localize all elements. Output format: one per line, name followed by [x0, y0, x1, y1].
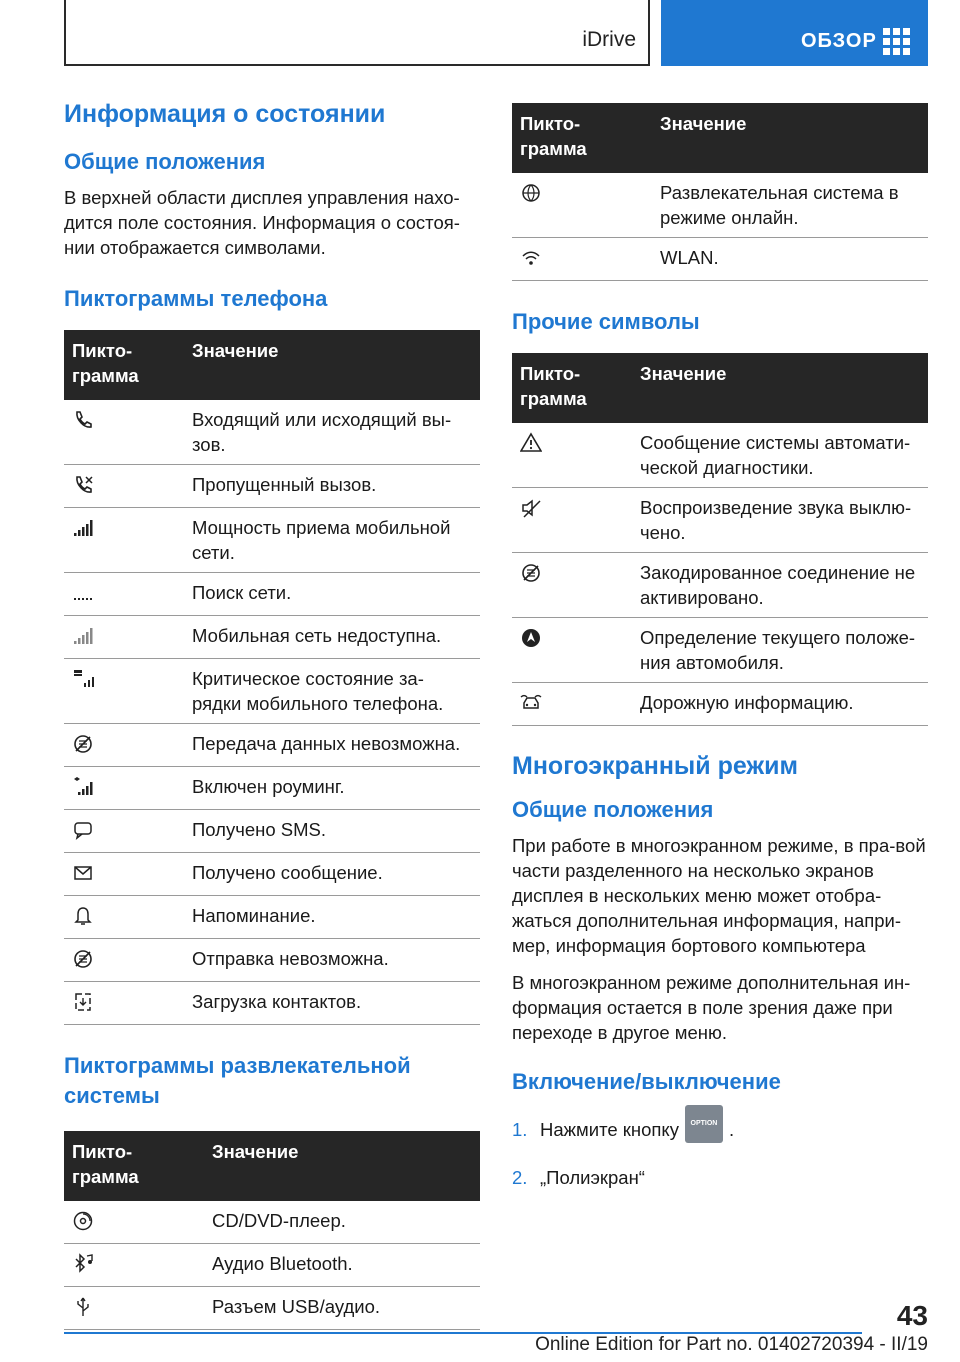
- multiscreen-paragraph-2: В многоэкранном режиме дополнительная ин-формация остается в поле зрения даже при переходе в другое меню.: [512, 972, 911, 1043]
- contacts-download-icon: [72, 991, 94, 1013]
- online-icon: [520, 182, 542, 204]
- meaning-cell: Мощность приема мобильной сети.: [184, 508, 480, 573]
- send-failed-icon: [72, 948, 94, 970]
- meaning-cell: Входящий или исходящий вы-зов.: [184, 400, 480, 465]
- bell-icon: [72, 905, 94, 927]
- icon-cell: [64, 508, 184, 573]
- section-title: Информация о состоянии: [64, 100, 386, 128]
- page-number: 43: [896, 1300, 928, 1331]
- option-button-icon: OPTION: [685, 1105, 723, 1143]
- signal-strength-icon: [72, 517, 94, 539]
- table-row: [64, 573, 480, 616]
- meaning-cell: Загрузка контактов.: [184, 982, 480, 1025]
- general-text: В верхней области дисплея управления нахо-дится поле состояния. Информация о состоя-нии отображается символами.: [64, 187, 460, 258]
- meaning-cell: Включен роуминг.: [184, 767, 480, 810]
- icon-cell: [64, 1201, 204, 1244]
- table-row: [64, 810, 480, 853]
- list-item: [512, 1117, 928, 1155]
- left-column: [64, 100, 480, 1356]
- icon-cell: [64, 1244, 204, 1287]
- table-head-icon: Пикто-грамма: [512, 353, 632, 423]
- mute-icon: [520, 497, 542, 519]
- low-battery-icon: [72, 668, 94, 690]
- entertainment-icons-table-cont: [512, 103, 928, 281]
- header-section-tab[interactable]: [661, 0, 928, 66]
- icon-cell: [64, 853, 184, 896]
- step-text: Нажмите кнопку: [540, 1119, 679, 1140]
- table-row: [512, 238, 928, 281]
- table-row: [64, 616, 480, 659]
- meaning-cell: Получено SMS.: [184, 810, 480, 853]
- cd-icon: [72, 1210, 94, 1232]
- icon-cell: [512, 618, 632, 683]
- page-header: [64, 0, 928, 66]
- icon-cell: [64, 810, 184, 853]
- icon-cell: [512, 488, 632, 553]
- icon-cell: [64, 982, 184, 1025]
- icon-cell: [64, 573, 184, 616]
- table-head-icon: Пикто-грамма: [512, 103, 652, 173]
- general-heading: Общие положения: [64, 149, 266, 174]
- onoff-heading: Включение/выключение: [512, 1069, 781, 1094]
- meaning-cell: Разъем USB/аудио.: [204, 1287, 480, 1330]
- footer-edition: Online Edition for Part no. 01402720394 - II/19: [535, 1334, 928, 1355]
- step-number: 1.: [512, 1119, 528, 1140]
- table-row: [64, 1201, 480, 1244]
- phone-call-icon: [72, 409, 94, 431]
- other-symbols-heading: Прочие символы: [512, 309, 700, 334]
- meaning-cell: Развлекательная система в режиме онлайн.: [652, 173, 928, 238]
- meaning-cell: Мобильная сеть недоступна.: [184, 616, 480, 659]
- right-column: [512, 103, 928, 1200]
- icon-cell: [64, 659, 184, 724]
- icon-cell: [512, 238, 652, 281]
- icon-cell: [512, 553, 632, 618]
- header-section-label: ОБЗОР: [801, 30, 877, 52]
- table-row: [512, 488, 928, 553]
- multiscreen-paragraph-1: При работе в многоэкранном режиме, в пра-вой части разделенного на несколько экранов дисплея в нескольких меню может отобра-жаться дополнительная информация, напри-мер, информация бортового компьютера: [512, 835, 926, 956]
- icon-cell: [64, 724, 184, 767]
- meaning-cell: CD/DVD-плеер.: [204, 1201, 480, 1244]
- meaning-cell: Поиск сети.: [184, 573, 480, 616]
- encryption-off-icon: [520, 562, 542, 584]
- table-head-meaning: Значение: [632, 353, 928, 423]
- meaning-cell: WLAN.: [652, 238, 928, 281]
- table-row: [64, 400, 480, 465]
- warning-icon: [520, 432, 542, 454]
- meaning-cell: Воспроизведение звука выклю-чено.: [632, 488, 928, 553]
- traffic-info-icon: [520, 692, 542, 714]
- table-row: [512, 423, 928, 488]
- network-search-icon: [72, 582, 94, 604]
- step-text: „Полиэкран“: [540, 1167, 645, 1188]
- icon-cell: [512, 423, 632, 488]
- table-head-meaning: Значение: [184, 330, 480, 400]
- meaning-cell: Сообщение системы автомати-ческой диагностики.: [632, 423, 928, 488]
- meaning-cell: Получено сообщение.: [184, 853, 480, 896]
- icon-cell: [64, 1287, 204, 1330]
- header-idrive-label: iDrive: [582, 28, 636, 51]
- step-number: 2.: [512, 1167, 528, 1188]
- icon-cell: [64, 465, 184, 508]
- meaning-cell: Напоминание.: [184, 896, 480, 939]
- table-row: [512, 173, 928, 238]
- no-data-icon: [72, 733, 94, 755]
- icon-cell: [64, 400, 184, 465]
- sms-icon: [72, 819, 94, 841]
- usb-icon: [72, 1296, 94, 1318]
- step-text-after: .: [728, 1119, 735, 1140]
- roaming-icon: [72, 776, 94, 798]
- other-symbols-table: [512, 353, 928, 726]
- table-row: [64, 659, 480, 724]
- table-head-meaning: Значение: [652, 103, 928, 173]
- icon-cell: [64, 767, 184, 810]
- grid-menu-icon: [883, 28, 911, 56]
- icon-cell: [64, 896, 184, 939]
- table-head-icon: Пикто-грамма: [64, 1131, 204, 1201]
- entertainment-icons-table: [64, 1131, 480, 1330]
- table-row: [64, 982, 480, 1025]
- icon-cell: [64, 939, 184, 982]
- bluetooth-audio-icon: [72, 1253, 94, 1275]
- table-row: [64, 767, 480, 810]
- table-row: [64, 853, 480, 896]
- table-head-meaning: Значение: [204, 1131, 480, 1201]
- table-row: [64, 724, 480, 767]
- icon-cell: [512, 683, 632, 726]
- meaning-cell: Аудио Bluetooth.: [204, 1244, 480, 1287]
- meaning-cell: Критическое состояние за-рядки мобильного телефона.: [184, 659, 480, 724]
- steps-list: [512, 1117, 928, 1190]
- phone-heading: Пиктограммы телефона: [64, 286, 328, 311]
- location-icon: [520, 627, 542, 649]
- missed-call-icon: [72, 474, 94, 496]
- meaning-cell: Пропущенный вызов.: [184, 465, 480, 508]
- entertainment-heading: Пиктограммы развлекательной системы: [64, 1053, 411, 1108]
- icon-cell: [512, 173, 652, 238]
- wlan-icon: [520, 247, 542, 269]
- table-row: [64, 896, 480, 939]
- table-row: [64, 465, 480, 508]
- table-row: [64, 939, 480, 982]
- table-row: [512, 553, 928, 618]
- meaning-cell: Отправка невозможна.: [184, 939, 480, 982]
- icon-cell: [64, 616, 184, 659]
- table-row: [512, 618, 928, 683]
- header-idrive-box: [64, 0, 650, 66]
- table-row: [512, 683, 928, 726]
- table-row: [64, 1287, 480, 1330]
- meaning-cell: Определение текущего положе-ния автомобиля.: [632, 618, 928, 683]
- meaning-cell: Закодированное соединение не активировано.: [632, 553, 928, 618]
- table-row: [64, 1244, 480, 1287]
- no-network-icon: [72, 625, 94, 647]
- meaning-cell: Дорожную информацию.: [632, 683, 928, 726]
- multiscreen-general-heading: Общие положения: [512, 797, 714, 822]
- message-icon: [72, 862, 94, 884]
- phone-icons-table: [64, 330, 480, 1025]
- meaning-cell: Передача данных невозможна.: [184, 724, 480, 767]
- multiscreen-title: Многоэкранный режим: [512, 752, 799, 780]
- list-item: [512, 1165, 928, 1190]
- table-row: [64, 508, 480, 573]
- table-head-icon: Пикто-грамма: [64, 330, 184, 400]
